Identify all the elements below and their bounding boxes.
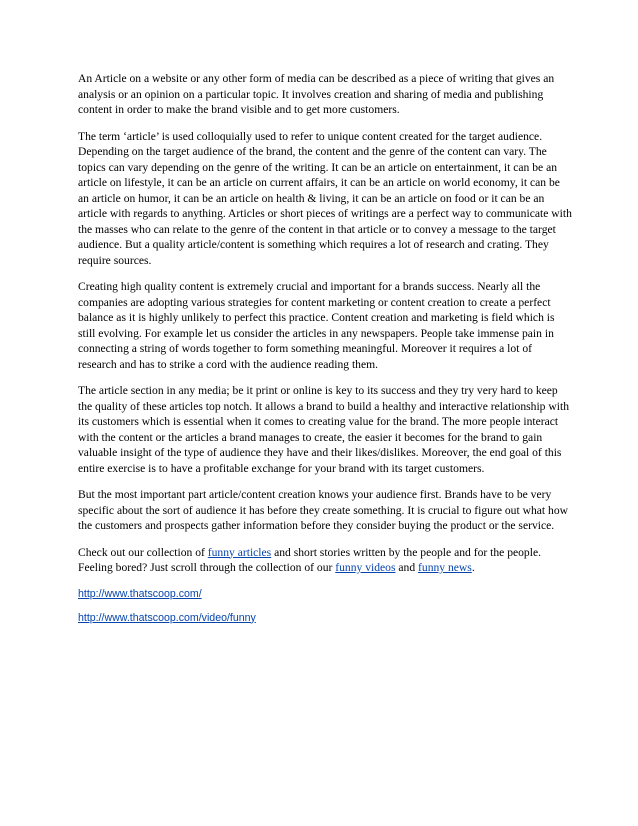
funny-news-link[interactable]: funny news — [418, 561, 472, 574]
paragraph-know-audience: But the most important part article/content creation knows your audience first. Brands have to be very specific about the sort of audience it has before they create something. It is crucial to figure out what how the customers and prospects gather information before they consider buying the product or the service. — [78, 488, 568, 532]
thatscoop-home-link[interactable]: http://www.thatscoop.com/ — [78, 587, 202, 600]
closing-text-end: . — [471, 561, 475, 574]
closing-text-2: and short stories written by the people and for the people. Feeling bored? Just scroll through the collection of our — [78, 545, 541, 574]
document-page — [78, 71, 572, 635]
funny-videos-link[interactable]: funny videos — [335, 561, 396, 574]
paragraph-article-section: The article section in any media; be it print or online is key to its success and they try very hard to keep the quality of these articles top notch. It allows a brand to build a healthy and interactive relationship with its customers which is essential when it comes to creating value for the brand. The more people interact with the content or the articles a brand manages to create, the easier it becomes for the brand to gain valuable insight of the type of audience they have and their likes/dislikes. Moreover, the end goal of this entire exercise is to have a profitable exchange for your brand with its target customers. — [78, 384, 569, 475]
closing-text-3: and — [395, 561, 419, 574]
url-line-home — [78, 587, 572, 601]
paragraph-closing — [78, 545, 572, 576]
closing-text-1: Check out our collection of — [78, 545, 208, 559]
paragraph-quality-content: Creating high quality content is extremely crucial and important for a brands success. Nearly all the companies are adopting various strategies for content marketing or content creation to create a perfect balance as it is highly unlikely to perfect this practice. Content creation and marketing is field which is still evolving. For example let us consider the articles in any newspapers. People take immense pain in connecting a string of words together to form something meaningful. Moreover it requires a lot of research and has to strike a cord with the audience reading them. — [78, 280, 555, 371]
url-line-video — [78, 611, 572, 625]
funny-articles-link[interactable]: funny articles — [207, 545, 272, 559]
paragraph-intro: An Article on a website or any other form of media can be described as a piece of writing that gives an analysis or an opinion on a particular topic. It involves creation and sharing of media and publishing content in order to make the brand visible and to get more customers. — [78, 72, 555, 116]
thatscoop-video-funny-link[interactable]: http://www.thatscoop.com/video/funny — [78, 611, 256, 624]
paragraph-article-term: The term ‘article’ is used colloquially used to refer to unique content created for the target audience. Depending on the target audience of the brand, the content and the genre of the content can vary. The topics can vary depending on the genre of the writing. It can be an article on entertainment, it can be an article on lifestyle, it can be an article on current affairs, it can be an article on world economy, it can be an article on humor, it can be an article on health & living, it can be an article on food or it can be an article with regards to anything. Articles or short pieces of writings are a perfect way to communicate with the masses who can relate to the genre of the content in that article or to convey a message to the target audience. But a quality article/content is something which requires a lot of research and crating. They require sources. — [78, 129, 572, 267]
